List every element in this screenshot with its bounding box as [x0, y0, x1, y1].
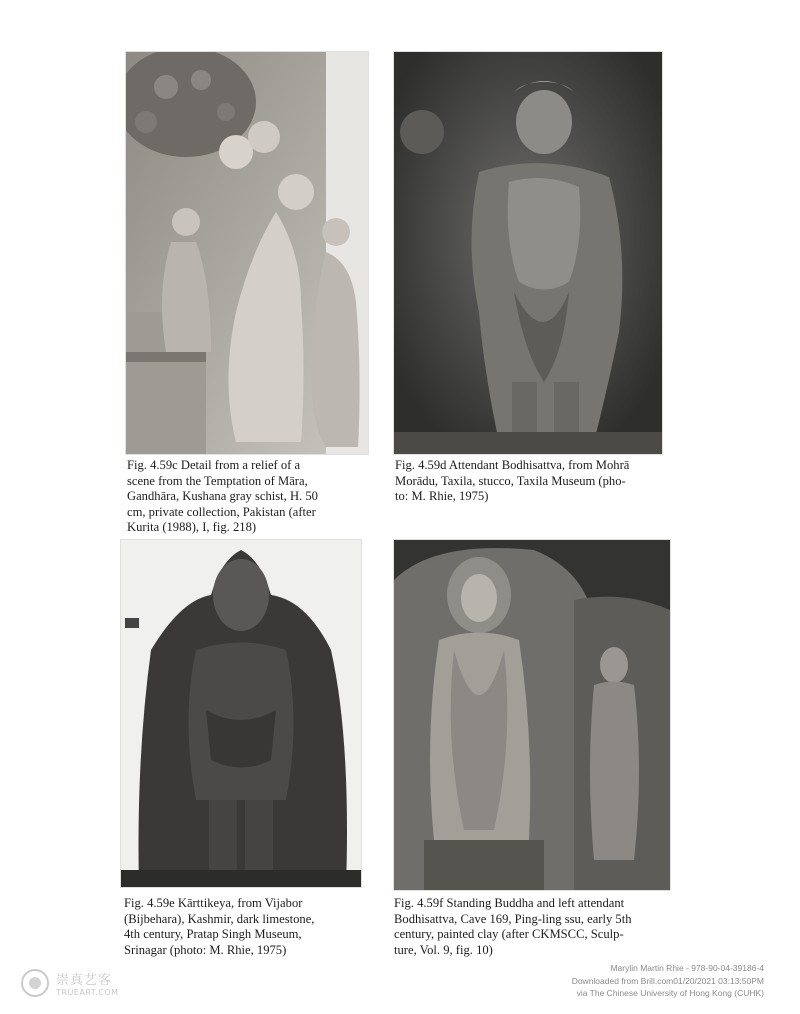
- trueart-logo-icon: [20, 968, 50, 998]
- caption-line: Bodhisattva, Cave 169, Ping-ling ssu, early 5th: [394, 911, 632, 926]
- caption-line: Srinagar (photo: M. Rhie, 1975): [124, 942, 287, 957]
- figure-4-59e-photo: [121, 540, 361, 887]
- caption-line: (Bijbehara), Kashmir, dark limestone,: [124, 911, 315, 926]
- bodhisattva-statue-image: [394, 52, 662, 454]
- watermark-english-text: TRUEART.COM: [56, 988, 119, 997]
- figure-4-59c-photo: [126, 52, 368, 454]
- caption-line: cm, private collection, Pakistan (after: [127, 504, 316, 519]
- caption-line: Fig. 4.59e Kārttikeya, from Vijabor: [124, 896, 303, 910]
- figure-4-59d-photo: [394, 52, 662, 454]
- standing-buddha-image: [394, 540, 670, 890]
- caption-line: Morādu, Taxila, stucco, Taxila Museum (pho-: [395, 473, 626, 488]
- figure-4-59e-caption: [124, 896, 364, 958]
- caption-line: Gandhāra, Kushana gray schist, H. 50: [127, 489, 318, 504]
- trueart-watermark: [20, 963, 140, 1003]
- download-footer: [504, 962, 764, 1000]
- caption-line: Fig. 4.59c Detail from a relief of a: [127, 458, 301, 472]
- footer-line: via The Chinese University of Hong Kong (CUHK): [576, 988, 764, 998]
- caption-line: 4th century, Pratap Singh Museum,: [124, 927, 302, 942]
- footer-line: Marylin Martin Rhie - 978-90-04-39186-4: [610, 963, 764, 973]
- caption-line: century, painted clay (after CKMSCC, Sculp-: [394, 927, 624, 942]
- karttikeya-statue-image: [121, 540, 361, 887]
- caption-line: Kurita (1988), I, fig. 218): [127, 520, 257, 535]
- caption-line: ture, Vol. 9, fig. 10): [394, 942, 493, 957]
- figure-4-59c-caption: [127, 458, 367, 536]
- caption-line: Fig. 4.59d Attendant Bodhisattva, from Mohrā: [395, 458, 630, 472]
- caption-line: scene from the Temptation of Māra,: [127, 473, 308, 488]
- caption-line: Fig. 4.59f Standing Buddha and left attendant: [394, 896, 625, 910]
- footer-line: Downloaded from Brill.com01/20/2021 03:13:50PM: [571, 975, 764, 986]
- watermark-chinese-text: 崇真艺客: [56, 973, 113, 988]
- figure-4-59f-photo: [394, 540, 670, 890]
- figure-4-59d-caption: [395, 458, 635, 505]
- caption-line: to: M. Rhie, 1975): [395, 489, 489, 504]
- relief-sculpture-image: [126, 52, 368, 454]
- figure-4-59f-caption: [394, 896, 672, 958]
